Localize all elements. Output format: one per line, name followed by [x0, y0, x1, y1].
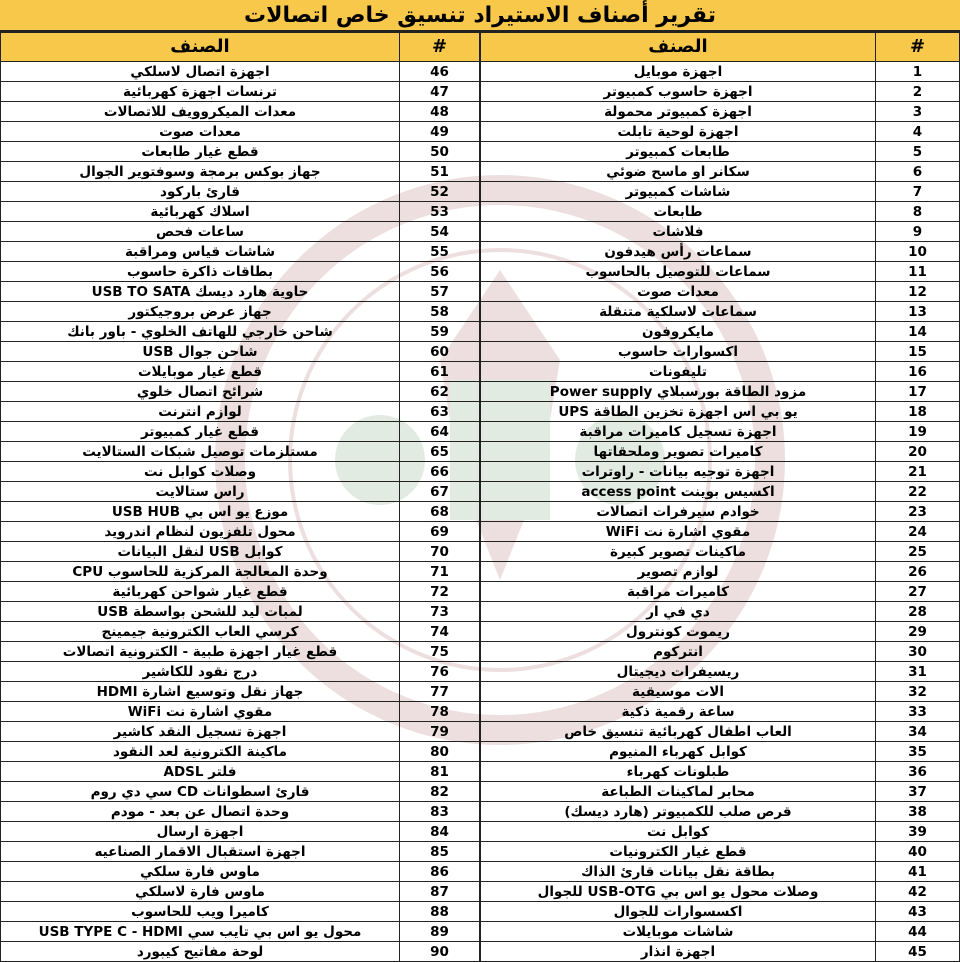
row-category: تليفونات [481, 362, 876, 382]
table-row [481, 422, 960, 442]
row-number: 69 [400, 522, 480, 542]
row-category: العاب اطفال كهربائية تنسيق خاص [481, 722, 876, 742]
table-row [1, 782, 480, 802]
table-row [1, 682, 480, 702]
row-number: 77 [400, 682, 480, 702]
table-row [1, 342, 480, 362]
row-category: قطع غيار شواحن كهربائية [1, 582, 400, 602]
row-category: شرائح اتصال خلوي [1, 382, 400, 402]
row-category: اجهزة انذار [481, 942, 876, 962]
row-category: اجهزة تسجيل كاميرات مراقبة [481, 422, 876, 442]
row-number: 62 [400, 382, 480, 402]
tables-container [0, 32, 960, 960]
row-category: خوادم سيرفرات اتصالات [481, 502, 876, 522]
row-number: 84 [400, 822, 480, 842]
row-number: 2 [876, 82, 960, 102]
table-row [481, 662, 960, 682]
row-category: شاشات كمبيوتر [481, 182, 876, 202]
row-number: 31 [876, 662, 960, 682]
table-row [481, 82, 960, 102]
table-row [1, 862, 480, 882]
row-number: 48 [400, 102, 480, 122]
row-number: 76 [400, 662, 480, 682]
row-category: ماوس فارة سلكي [1, 862, 400, 882]
row-category: طابعات [481, 202, 876, 222]
row-number: 47 [400, 82, 480, 102]
row-category: اكسيس بوينت access point [481, 482, 876, 502]
table-row [1, 382, 480, 402]
row-category: بطاقة نقل بيانات قارئ الذاك [481, 862, 876, 882]
row-category: مقوي اشارة نت WiFi [1, 702, 400, 722]
row-category: سماعات للتوصيل بالحاسوب [481, 262, 876, 282]
row-number: 75 [400, 642, 480, 662]
row-number: 35 [876, 742, 960, 762]
table-row [481, 482, 960, 502]
row-number: 24 [876, 522, 960, 542]
report-title: تقرير أصناف الاستيراد تنسيق خاص اتصالات [0, 0, 960, 32]
row-category: يو بي اس اجهزة تخزين الطاقة UPS [481, 402, 876, 422]
row-number: 22 [876, 482, 960, 502]
row-category: سكانر او ماسح ضوئي [481, 162, 876, 182]
row-number: 66 [400, 462, 480, 482]
row-category: اكسسوارات للجوال [481, 902, 876, 922]
row-number: 83 [400, 802, 480, 822]
row-category: اجهزة استقبال الاقمار الصناعيه [1, 842, 400, 862]
table-row [1, 562, 480, 582]
row-category: كاميرات تصوير وملحقاتها [481, 442, 876, 462]
table-row [481, 522, 960, 542]
row-number: 87 [400, 882, 480, 902]
table-row [481, 882, 960, 902]
row-category: درج نقود للكاشير [1, 662, 400, 682]
row-number: 43 [876, 902, 960, 922]
row-category: قطع غيار طابعات [1, 142, 400, 162]
row-category: ساعات فحص [1, 222, 400, 242]
row-number: 5 [876, 142, 960, 162]
row-category: جهاز نقل وتوسيع اشارة HDMI [1, 682, 400, 702]
row-category: ساعة رقمية ذكية [481, 702, 876, 722]
row-category: سماعات رأس هيدفون [481, 242, 876, 262]
row-category: ماكينة الكترونية لعد النقود [1, 742, 400, 762]
table-row [1, 82, 480, 102]
table-row [481, 762, 960, 782]
table-row [1, 822, 480, 842]
table-row [1, 182, 480, 202]
row-category: فلاشات [481, 222, 876, 242]
row-number: 44 [876, 922, 960, 942]
row-number: 36 [876, 762, 960, 782]
row-category: محول تلفزيون لنظام اندرويد [1, 522, 400, 542]
row-number: 23 [876, 502, 960, 522]
table-row [1, 122, 480, 142]
row-number: 18 [876, 402, 960, 422]
table-row [481, 822, 960, 842]
row-category: اجهزة اتصال لاسلكي [1, 62, 400, 82]
table-row [1, 282, 480, 302]
table-row [481, 282, 960, 302]
row-number: 61 [400, 362, 480, 382]
table-row [481, 142, 960, 162]
row-category: راس ستالايت [1, 482, 400, 502]
row-number: 3 [876, 102, 960, 122]
row-number: 26 [876, 562, 960, 582]
row-number: 14 [876, 322, 960, 342]
row-category: موزع يو اس بي USB HUB [1, 502, 400, 522]
table-row [481, 342, 960, 362]
row-category: الات موسيقية [481, 682, 876, 702]
table-row [481, 222, 960, 242]
row-number: 6 [876, 162, 960, 182]
table-row [1, 262, 480, 282]
row-category: ريسيفرات ديجيتال [481, 662, 876, 682]
row-category: طابعات كمبيوتر [481, 142, 876, 162]
table-row [1, 922, 480, 942]
row-category: بطاقات ذاكرة حاسوب [1, 262, 400, 282]
table-row [481, 202, 960, 222]
header-category: الصنف [481, 33, 876, 62]
row-number: 53 [400, 202, 480, 222]
row-category: اجهزة توجيه بيانات - راوترات [481, 462, 876, 482]
table-row [481, 622, 960, 642]
table-row [481, 842, 960, 862]
row-number: 13 [876, 302, 960, 322]
table-row [481, 322, 960, 342]
row-category: وصلات كوابل نت [1, 462, 400, 482]
row-category: اجهزة كمبيوتر محمولة [481, 102, 876, 122]
row-category: اكسوارات حاسوب [481, 342, 876, 362]
table-row [1, 802, 480, 822]
row-number: 8 [876, 202, 960, 222]
row-number: 70 [400, 542, 480, 562]
table-row [1, 482, 480, 502]
header-number: # [876, 33, 960, 62]
row-number: 80 [400, 742, 480, 762]
row-category: محابر لماكينات الطباعة [481, 782, 876, 802]
row-number: 10 [876, 242, 960, 262]
table-row [1, 442, 480, 462]
table-row [481, 262, 960, 282]
table-row [481, 462, 960, 482]
table-row [1, 402, 480, 422]
row-category: قطع غيار اجهزة طبية - الكترونية اتصالات [1, 642, 400, 662]
row-number: 45 [876, 942, 960, 962]
row-number: 85 [400, 842, 480, 862]
row-number: 37 [876, 782, 960, 802]
row-category: اجهزة موبايل [481, 62, 876, 82]
row-number: 79 [400, 722, 480, 742]
row-number: 25 [876, 542, 960, 562]
row-category: وحدة المعالجة المركزية للحاسوب CPU [1, 562, 400, 582]
row-number: 90 [400, 942, 480, 962]
table-row [481, 182, 960, 202]
row-number: 46 [400, 62, 480, 82]
row-number: 56 [400, 262, 480, 282]
row-category: ماكينات تصوير كبيرة [481, 542, 876, 562]
row-number: 1 [876, 62, 960, 82]
row-category: معدات صوت [481, 282, 876, 302]
row-category: اسلاك كهربائية [1, 202, 400, 222]
table-row [481, 942, 960, 962]
row-number: 81 [400, 762, 480, 782]
row-number: 39 [876, 822, 960, 842]
row-number: 34 [876, 722, 960, 742]
table-row [481, 802, 960, 822]
row-category: قطع غيار كمبيوتر [1, 422, 400, 442]
table-row [1, 942, 480, 962]
row-number: 20 [876, 442, 960, 462]
row-number: 71 [400, 562, 480, 582]
row-number: 19 [876, 422, 960, 442]
row-number: 9 [876, 222, 960, 242]
row-category: طبلونات كهرباء [481, 762, 876, 782]
table-row [1, 762, 480, 782]
table-row [1, 582, 480, 602]
table-row [481, 442, 960, 462]
table-row [1, 702, 480, 722]
row-category: سماعات لاسلكية متنقلة [481, 302, 876, 322]
table-row [481, 242, 960, 262]
row-category: قارئ باركود [1, 182, 400, 202]
table-row [1, 162, 480, 182]
table-row [481, 402, 960, 422]
row-number: 7 [876, 182, 960, 202]
table-row [1, 362, 480, 382]
row-category: اجهزة ارسال [1, 822, 400, 842]
table-row [1, 522, 480, 542]
row-number: 41 [876, 862, 960, 882]
table-row [1, 902, 480, 922]
header-number: # [400, 33, 480, 62]
row-number: 78 [400, 702, 480, 722]
row-number: 32 [876, 682, 960, 702]
row-number: 50 [400, 142, 480, 162]
table-row [481, 682, 960, 702]
row-number: 21 [876, 462, 960, 482]
row-category: مايكروفون [481, 322, 876, 342]
row-category: انتركوم [481, 642, 876, 662]
row-number: 88 [400, 902, 480, 922]
table-row [1, 622, 480, 642]
table-row [481, 782, 960, 802]
table-row [1, 62, 480, 82]
row-number: 63 [400, 402, 480, 422]
row-category: كوابل نت [481, 822, 876, 842]
table-row [481, 602, 960, 622]
table-row [1, 542, 480, 562]
row-number: 59 [400, 322, 480, 342]
row-category: اجهزة حاسوب كمبيوتر [481, 82, 876, 102]
row-category: ريموت كونترول [481, 622, 876, 642]
table-row [1, 882, 480, 902]
table-row [1, 662, 480, 682]
row-category: كرسي العاب الكترونية جيمينج [1, 622, 400, 642]
row-category: لوازم تصوير [481, 562, 876, 582]
row-category: لمبات ليد للشحن بواسطة USB [1, 602, 400, 622]
row-number: 49 [400, 122, 480, 142]
row-category: قارئ اسطوانات CD سي دي روم [1, 782, 400, 802]
row-category: كاميرا ويب للحاسوب [1, 902, 400, 922]
row-category: لوحة مفاتيح كيبورد [1, 942, 400, 962]
table-row [481, 862, 960, 882]
table-row [481, 542, 960, 562]
row-number: 60 [400, 342, 480, 362]
table-row [481, 562, 960, 582]
table-row [1, 742, 480, 762]
table-row [481, 742, 960, 762]
row-number: 73 [400, 602, 480, 622]
table-row [1, 462, 480, 482]
table-row [481, 62, 960, 82]
row-number: 38 [876, 802, 960, 822]
row-category: كاميرات مراقبة [481, 582, 876, 602]
row-number: 17 [876, 382, 960, 402]
row-category: حاوية هارد ديسك USB TO SATA [1, 282, 400, 302]
row-number: 12 [876, 282, 960, 302]
row-number: 28 [876, 602, 960, 622]
table-row [1, 102, 480, 122]
row-number: 52 [400, 182, 480, 202]
row-category: اجهزة تسجيل النقد كاشير [1, 722, 400, 742]
row-number: 72 [400, 582, 480, 602]
row-category: شاحن جوال USB [1, 342, 400, 362]
row-number: 42 [876, 882, 960, 902]
table-right [480, 32, 960, 962]
row-category: كوابل USB لنقل البيانات [1, 542, 400, 562]
table-row [1, 602, 480, 622]
table-row [1, 142, 480, 162]
row-category: قرص صلب للكمبيوتر (هارد ديسك) [481, 802, 876, 822]
row-number: 29 [876, 622, 960, 642]
table-row [481, 162, 960, 182]
table-row [481, 302, 960, 322]
row-number: 40 [876, 842, 960, 862]
row-category: ترنسات اجهزة كهربائية [1, 82, 400, 102]
row-category: فلتر ADSL [1, 762, 400, 782]
table-row [481, 102, 960, 122]
row-category: معدات الميكروويف للاتصالات [1, 102, 400, 122]
header-category: الصنف [1, 33, 400, 62]
row-number: 68 [400, 502, 480, 522]
table-row [481, 582, 960, 602]
row-category: ماوس فارة لاسلكي [1, 882, 400, 902]
table-row [1, 722, 480, 742]
table-row [481, 922, 960, 942]
table-row [481, 642, 960, 662]
table-row [481, 722, 960, 742]
table-row [481, 702, 960, 722]
row-number: 89 [400, 922, 480, 942]
row-category: شاشات قياس ومراقبة [1, 242, 400, 262]
row-category: جهاز بوكس برمجة وسوفتوير الجوال [1, 162, 400, 182]
row-number: 74 [400, 622, 480, 642]
table-row [1, 842, 480, 862]
table-row [481, 902, 960, 922]
table-row [481, 122, 960, 142]
row-number: 4 [876, 122, 960, 142]
row-category: جهاز عرض بروجيكتور [1, 302, 400, 322]
row-number: 27 [876, 582, 960, 602]
row-number: 51 [400, 162, 480, 182]
row-category: محول يو اس بي تايب سي USB TYPE C - HDMI [1, 922, 400, 942]
row-category: دي في ار [481, 602, 876, 622]
table-row [1, 422, 480, 442]
row-category: معدات صوت [1, 122, 400, 142]
row-category: مزود الطاقة بورسبلاي Power supply [481, 382, 876, 402]
row-number: 15 [876, 342, 960, 362]
row-number: 58 [400, 302, 480, 322]
row-category: وصلات محول يو اس بي USB-OTG للجوال [481, 882, 876, 902]
row-number: 82 [400, 782, 480, 802]
row-category: قطع غيار الكترونيات [481, 842, 876, 862]
row-number: 64 [400, 422, 480, 442]
row-category: قطع غيار موبايلات [1, 362, 400, 382]
row-number: 86 [400, 862, 480, 882]
row-number: 33 [876, 702, 960, 722]
row-category: شاشات موبايلات [481, 922, 876, 942]
table-row [1, 302, 480, 322]
row-category: كوابل كهرباء المنيوم [481, 742, 876, 762]
row-number: 57 [400, 282, 480, 302]
row-category: شاحن خارجي للهاتف الخلوي - باور بانك [1, 322, 400, 342]
table-row [1, 242, 480, 262]
table-row [1, 222, 480, 242]
row-number: 65 [400, 442, 480, 462]
row-category: مقوي اشارة نت WiFi [481, 522, 876, 542]
table-row [1, 502, 480, 522]
row-category: لوازم انترنت [1, 402, 400, 422]
row-number: 11 [876, 262, 960, 282]
row-number: 54 [400, 222, 480, 242]
row-category: وحدة اتصال عن بعد - مودم [1, 802, 400, 822]
table-row [481, 382, 960, 402]
table-left [0, 32, 480, 962]
row-number: 67 [400, 482, 480, 502]
row-number: 16 [876, 362, 960, 382]
table-row [1, 322, 480, 342]
row-number: 30 [876, 642, 960, 662]
row-category: اجهزة لوحية تابلت [481, 122, 876, 142]
table-row [1, 202, 480, 222]
row-number: 55 [400, 242, 480, 262]
table-row [1, 642, 480, 662]
row-category: مستلزمات توصيل شبكات الستالايت [1, 442, 400, 462]
table-row [481, 502, 960, 522]
table-row [481, 362, 960, 382]
